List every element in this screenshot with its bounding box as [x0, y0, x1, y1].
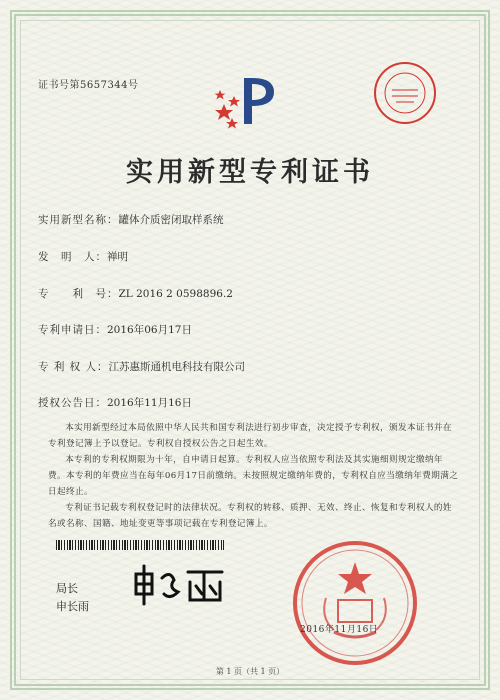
- page-number: 第 1 页（共 1 页）: [215, 667, 285, 676]
- field-value: 2016年11月16日: [107, 397, 192, 409]
- field-label: 专 利 权 人：: [38, 361, 109, 373]
- paragraph-term: 本专利的专利权期限为十年，自申请日起算。专利权人应当依照专利法及其实施细则规定缴纳年费。本专利的年费应当在每年06月17日前缴纳。未按照规定缴纳年费的，专利权自应当缴纳年费期满之日起终止。: [48, 455, 459, 497]
- certificate-title: 实用新型专利证书: [126, 157, 374, 188]
- field-label: 专 利 号：: [38, 288, 119, 300]
- field-label: 授权公告日：: [38, 397, 107, 409]
- field-grant-date-row: [38, 395, 192, 410]
- field-patent-number-row: [38, 286, 233, 301]
- cnipa-logo-icon: [214, 68, 284, 138]
- field-application-date-row: [38, 322, 192, 337]
- field-value: 江苏惠斯通机电科技有限公司: [108, 361, 246, 373]
- barcode: [56, 540, 224, 550]
- field-label: 专利申请日：: [38, 324, 107, 336]
- paragraph-grant: 本实用新型经过本局依照中华人民共和国专利法进行初步审查，决定授予专利权，颁发本证书并在专利登记簿上予以登记。专利权自授权公告之日起生效。: [48, 423, 452, 449]
- field-inventor-row: [38, 249, 128, 264]
- official-seal: [290, 538, 420, 668]
- certification-stamp: [372, 60, 438, 126]
- director-title: 局长: [56, 582, 78, 595]
- seal-date: 2016年11月16日: [300, 625, 379, 635]
- field-value: 2016年06月17日: [107, 324, 192, 336]
- certificate-number: 证书号第5657344号: [38, 80, 139, 91]
- field-patentee-row: [38, 359, 245, 374]
- field-name-row: [38, 212, 224, 227]
- field-label: 发 明 人：: [38, 251, 107, 263]
- director-name: 申长雨: [56, 600, 89, 613]
- field-value: 罐体介质密闭取样系统: [118, 214, 224, 226]
- paragraph-legal-status: 专利证书记载专利权登记时的法律状况。专利权的转移、质押、无效、终止、恢复和专利权人的姓名或名称、国籍、地址变更等事项记载在专利登记簿上。: [48, 503, 452, 529]
- director-signature: [130, 560, 250, 608]
- field-value: ZL 2016 2 0598896.2: [118, 288, 233, 300]
- field-value: 禅明: [107, 251, 128, 263]
- field-label: 实用新型名称：: [38, 214, 119, 226]
